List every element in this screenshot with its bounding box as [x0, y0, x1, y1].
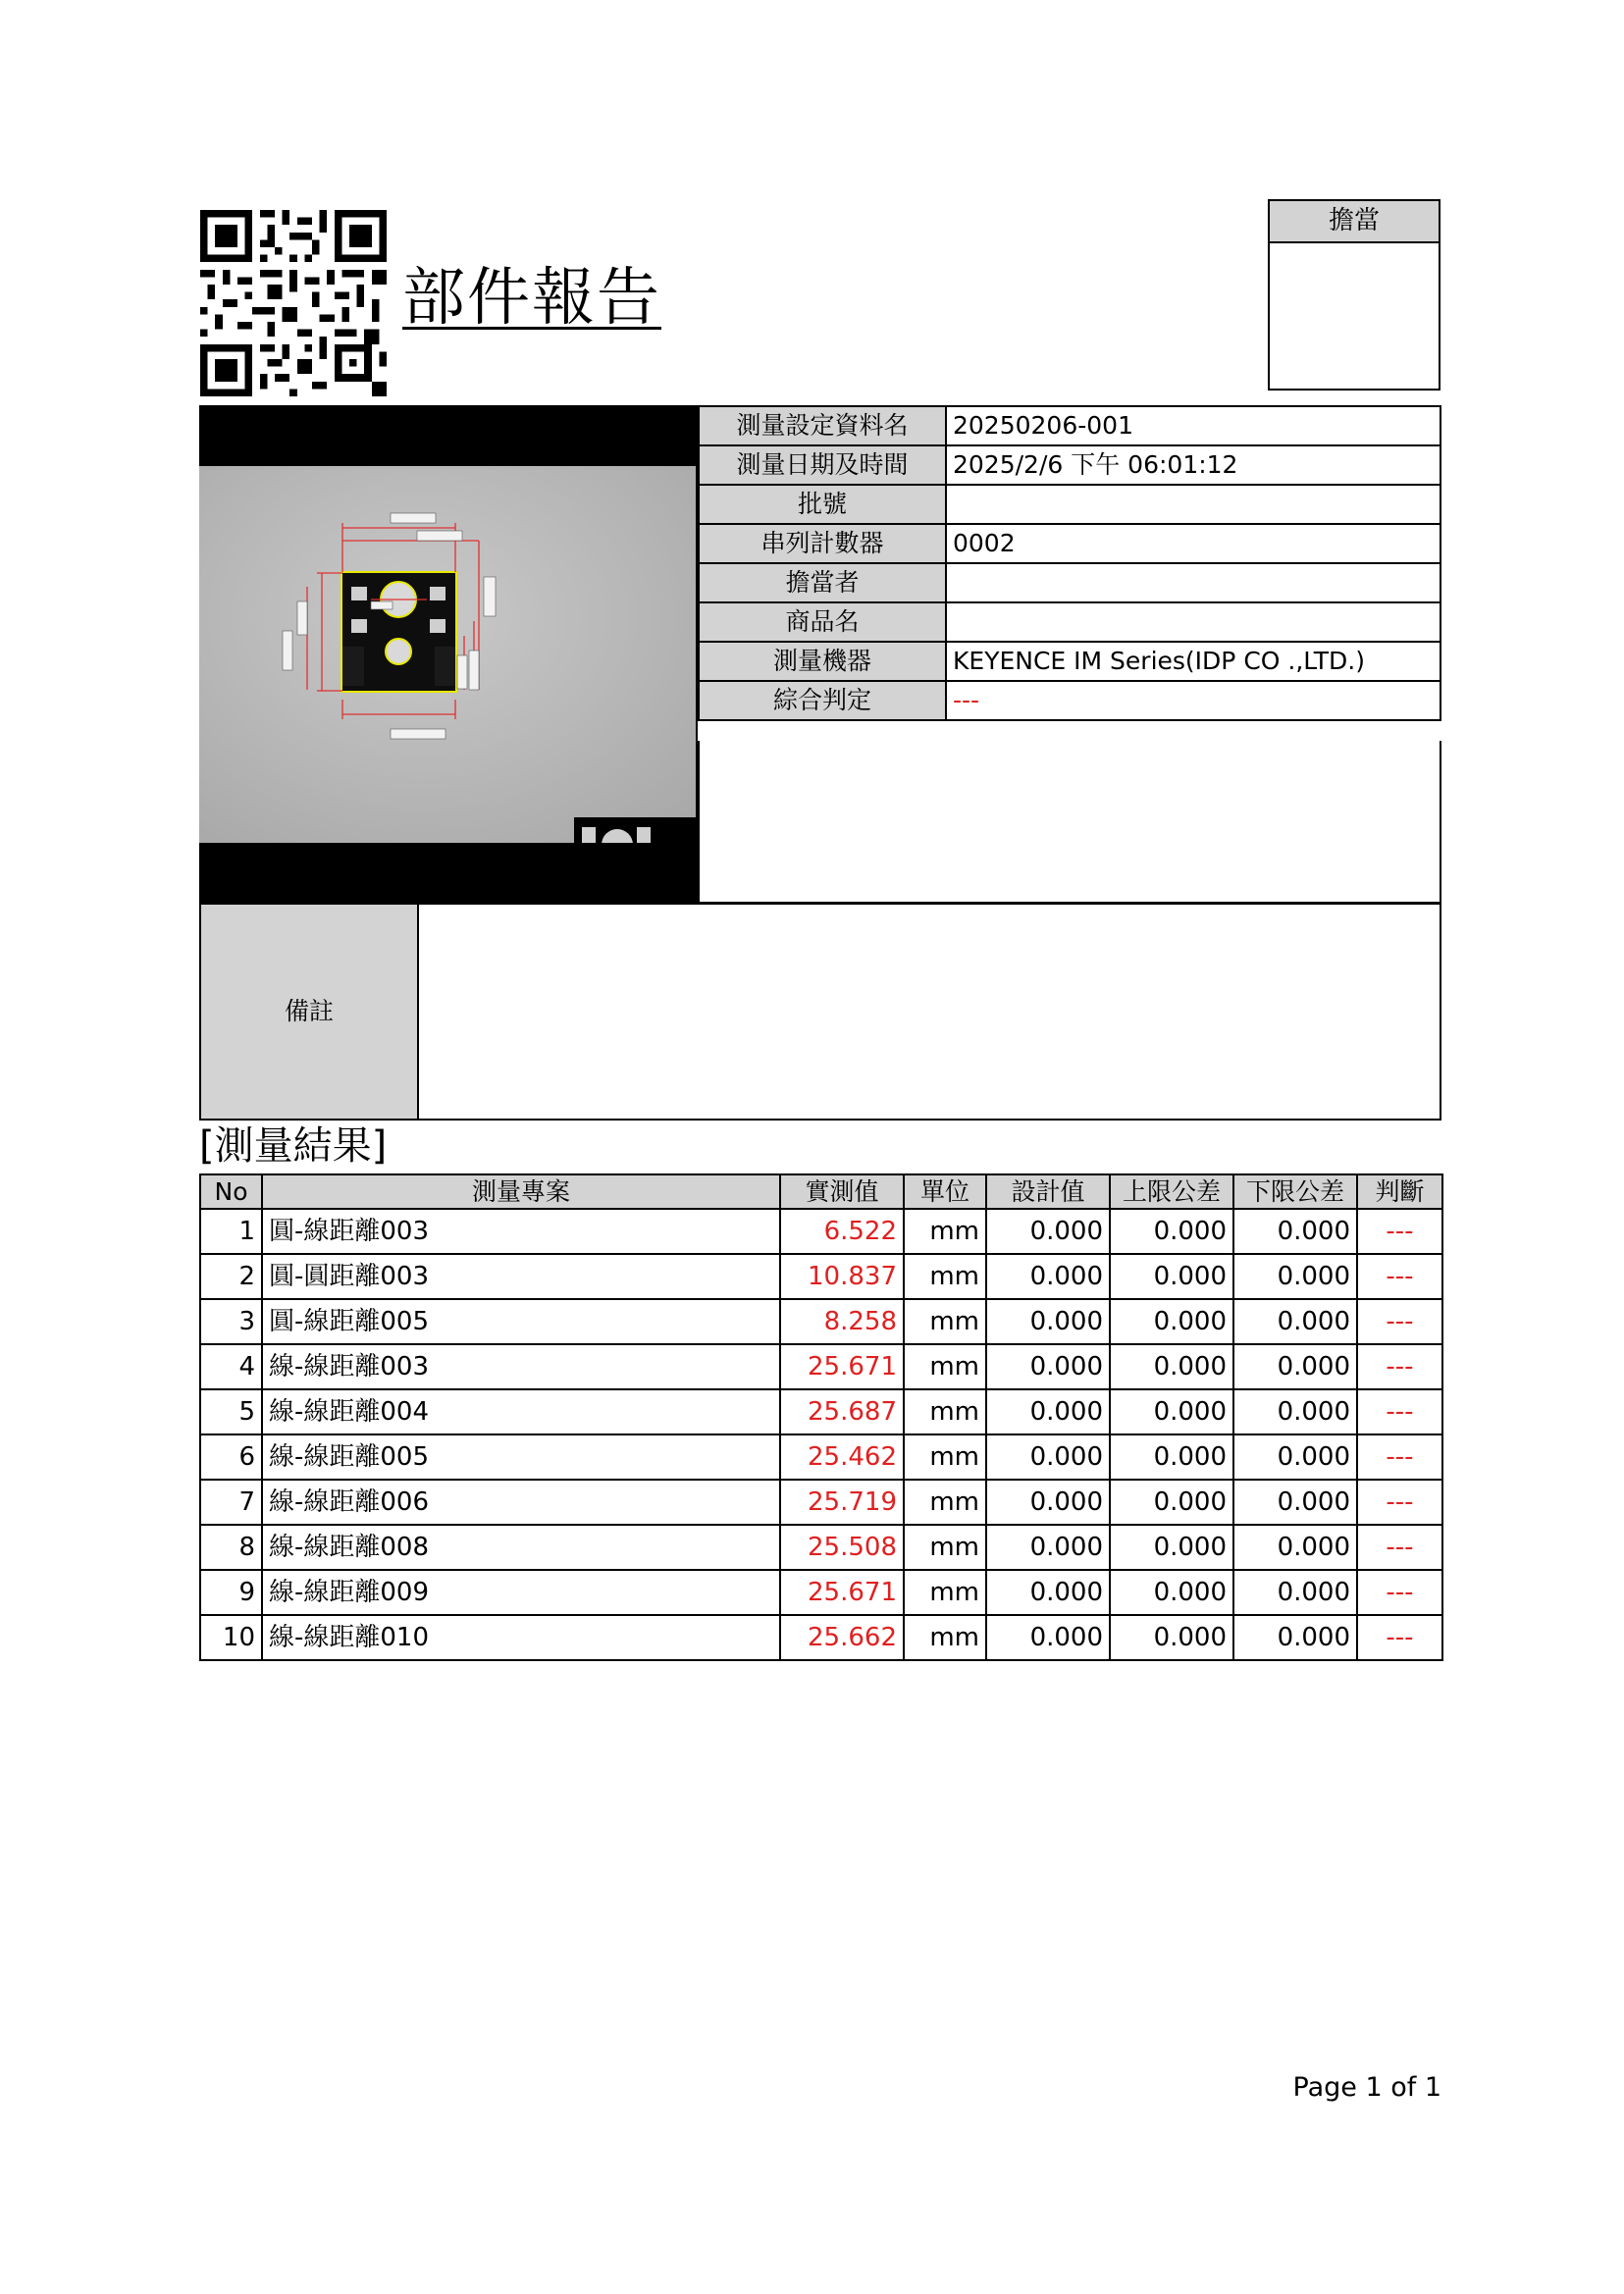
lower-tolerance: 0.000	[1233, 1254, 1357, 1299]
info-value: 20250206-001	[946, 406, 1441, 445]
info-blank-area	[698, 741, 1441, 904]
upper-tolerance: 0.000	[1110, 1209, 1233, 1254]
table-row	[200, 1389, 1442, 1434]
upper-tolerance: 0.000	[1110, 1480, 1233, 1525]
judgement: ---	[1357, 1434, 1442, 1480]
info-row	[699, 524, 1441, 563]
table-row	[200, 1209, 1442, 1254]
remarks-label: 備註	[201, 905, 419, 1119]
row-number: 3	[200, 1299, 262, 1344]
measurement-image	[199, 405, 698, 904]
judgement: ---	[1357, 1570, 1442, 1615]
measurement-item: 線-線距離006	[262, 1480, 780, 1525]
upper-tolerance: 0.000	[1110, 1525, 1233, 1570]
measurement-item: 線-線距離003	[262, 1344, 780, 1389]
unit: mm	[904, 1389, 986, 1434]
info-row	[699, 642, 1441, 681]
lower-tolerance: 0.000	[1233, 1299, 1357, 1344]
unit: mm	[904, 1615, 986, 1660]
unit: mm	[904, 1480, 986, 1525]
info-value	[946, 563, 1441, 602]
table-row	[200, 1615, 1442, 1660]
judgement: ---	[1357, 1254, 1442, 1299]
table-row	[200, 1480, 1442, 1525]
lower-tolerance: 0.000	[1233, 1525, 1357, 1570]
unit: mm	[904, 1209, 986, 1254]
row-number: 10	[200, 1615, 262, 1660]
col-header-lower-tolerance: 下限公差	[1233, 1174, 1357, 1209]
table-row	[200, 1344, 1442, 1389]
lower-tolerance: 0.000	[1233, 1570, 1357, 1615]
measurement-item: 線-線距離005	[262, 1434, 780, 1480]
lower-tolerance: 0.000	[1233, 1209, 1357, 1254]
page-number: Page 1 of 1	[1292, 2072, 1441, 2103]
row-number: 4	[200, 1344, 262, 1389]
unit: mm	[904, 1570, 986, 1615]
col-header-unit: 單位	[904, 1174, 986, 1209]
results-header-row	[200, 1174, 1442, 1209]
measured-value: 25.508	[780, 1525, 904, 1570]
results-title: [測量結果]	[199, 1123, 388, 1169]
row-number: 8	[200, 1525, 262, 1570]
row-number: 2	[200, 1254, 262, 1299]
design-value: 0.000	[986, 1299, 1110, 1344]
remarks-box	[199, 903, 1441, 1121]
design-value: 0.000	[986, 1209, 1110, 1254]
upper-tolerance: 0.000	[1110, 1615, 1233, 1660]
results-table	[199, 1173, 1443, 1661]
measured-value: 25.687	[780, 1389, 904, 1434]
person-in-charge-box	[1268, 199, 1441, 391]
info-label: 綜合判定	[699, 681, 946, 720]
info-row	[699, 485, 1441, 524]
info-row	[699, 406, 1441, 445]
row-number: 1	[200, 1209, 262, 1254]
info-label: 測量設定資料名	[699, 406, 946, 445]
info-row	[699, 563, 1441, 602]
info-table	[698, 405, 1441, 721]
measurement-item: 圓-線距離003	[262, 1209, 780, 1254]
unit: mm	[904, 1299, 986, 1344]
page-title: 部件報告	[402, 262, 661, 335]
unit: mm	[904, 1344, 986, 1389]
unit: mm	[904, 1434, 986, 1480]
judgement: ---	[1357, 1209, 1442, 1254]
info-label: 串列計數器	[699, 524, 946, 563]
upper-tolerance: 0.000	[1110, 1434, 1233, 1480]
measurement-item: 線-線距離008	[262, 1525, 780, 1570]
unit: mm	[904, 1525, 986, 1570]
design-value: 0.000	[986, 1570, 1110, 1615]
lower-tolerance: 0.000	[1233, 1389, 1357, 1434]
row-number: 9	[200, 1570, 262, 1615]
lower-tolerance: 0.000	[1233, 1480, 1357, 1525]
measurement-item: 線-線距離010	[262, 1615, 780, 1660]
info-value	[946, 485, 1441, 524]
design-value: 0.000	[986, 1525, 1110, 1570]
table-row	[200, 1434, 1442, 1480]
design-value: 0.000	[986, 1389, 1110, 1434]
info-label: 擔當者	[699, 563, 946, 602]
col-header-upper-tolerance: 上限公差	[1110, 1174, 1233, 1209]
judgement: ---	[1357, 1389, 1442, 1434]
upper-tolerance: 0.000	[1110, 1344, 1233, 1389]
judgement: ---	[1357, 1344, 1442, 1389]
design-value: 0.000	[986, 1344, 1110, 1389]
info-label: 測量日期及時間	[699, 445, 946, 485]
judgement: ---	[1357, 1299, 1442, 1344]
row-number: 6	[200, 1434, 262, 1480]
lower-tolerance: 0.000	[1233, 1344, 1357, 1389]
info-row	[699, 602, 1441, 642]
judgement: ---	[1357, 1615, 1442, 1660]
measured-value: 8.258	[780, 1299, 904, 1344]
design-value: 0.000	[986, 1434, 1110, 1480]
col-header-item: 測量專案	[262, 1174, 780, 1209]
table-row	[200, 1525, 1442, 1570]
row-number: 5	[200, 1389, 262, 1434]
measured-value: 25.462	[780, 1434, 904, 1480]
judgement: ---	[1357, 1525, 1442, 1570]
measured-value: 25.662	[780, 1615, 904, 1660]
measured-value: 6.522	[780, 1209, 904, 1254]
col-header-judgement: 判斷	[1357, 1174, 1442, 1209]
info-label: 測量機器	[699, 642, 946, 681]
design-value: 0.000	[986, 1480, 1110, 1525]
design-value: 0.000	[986, 1615, 1110, 1660]
upper-tolerance: 0.000	[1110, 1570, 1233, 1615]
info-value: KEYENCE IM Series(IDP CO .,LTD.)	[946, 642, 1441, 681]
measured-value: 25.671	[780, 1570, 904, 1615]
info-value: 2025/2/6 下午 06:01:12	[946, 445, 1441, 485]
upper-tolerance: 0.000	[1110, 1299, 1233, 1344]
upper-tolerance: 0.000	[1110, 1389, 1233, 1434]
info-value: 0002	[946, 524, 1441, 563]
unit: mm	[904, 1254, 986, 1299]
measurement-item: 線-線距離009	[262, 1570, 780, 1615]
measurement-item: 線-線距離004	[262, 1389, 780, 1434]
design-value: 0.000	[986, 1254, 1110, 1299]
info-row	[699, 681, 1441, 720]
row-number: 7	[200, 1480, 262, 1525]
info-value	[946, 602, 1441, 642]
col-header-design: 設計值	[986, 1174, 1110, 1209]
table-row	[200, 1570, 1442, 1615]
table-row	[200, 1299, 1442, 1344]
qr-code	[200, 210, 387, 396]
measurement-item: 圓-圓距離003	[262, 1254, 780, 1299]
measured-value: 25.719	[780, 1480, 904, 1525]
col-header-no: No	[200, 1174, 262, 1209]
lower-tolerance: 0.000	[1233, 1434, 1357, 1480]
col-header-measured: 實測值	[780, 1174, 904, 1209]
info-label: 商品名	[699, 602, 946, 642]
upper-tolerance: 0.000	[1110, 1254, 1233, 1299]
results-body	[200, 1209, 1442, 1660]
table-row	[200, 1254, 1442, 1299]
person-in-charge-label: 擔當	[1270, 201, 1439, 243]
lower-tolerance: 0.000	[1233, 1615, 1357, 1660]
measured-value: 25.671	[780, 1344, 904, 1389]
info-label: 批號	[699, 485, 946, 524]
info-row	[699, 445, 1441, 485]
judgement: ---	[1357, 1480, 1442, 1525]
overall-judgement-value: ---	[946, 681, 1441, 720]
measured-value: 10.837	[780, 1254, 904, 1299]
measurement-item: 圓-線距離005	[262, 1299, 780, 1344]
